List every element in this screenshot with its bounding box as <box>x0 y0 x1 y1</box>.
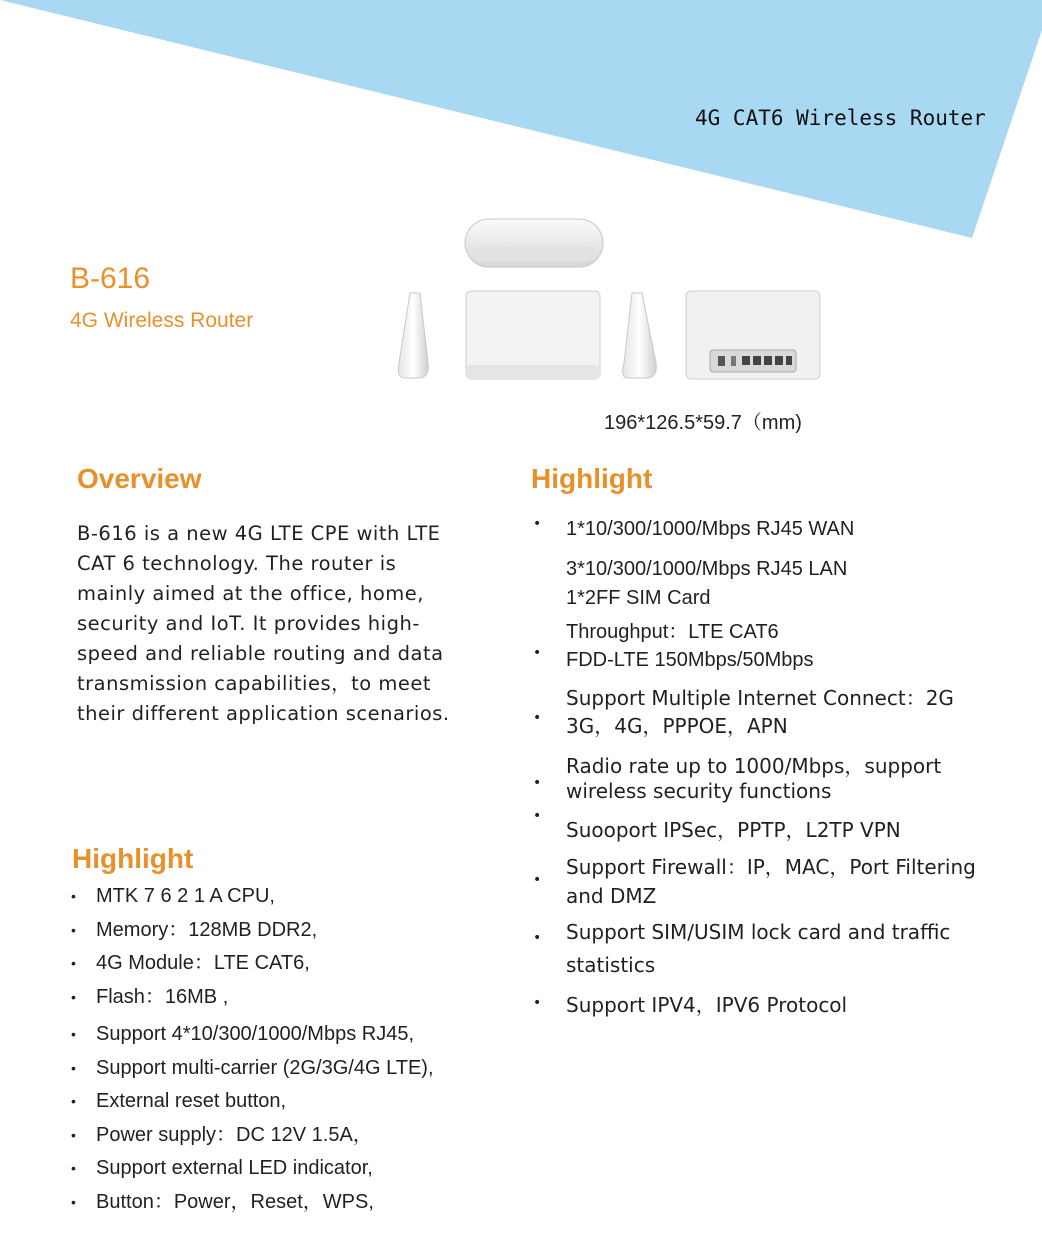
list-item: • MTK 7 6 2 1 A CPU, <box>68 881 508 915</box>
product-dimensions: 196*126.5*59.7（mm) <box>604 412 802 434</box>
list-item: • Flash：16MB , <box>68 982 508 1016</box>
bullet-icon: • <box>71 1193 76 1210</box>
header-title: 4G CAT6 Wireless Router <box>695 106 986 130</box>
highlight-right-line: 1*10/300/1000/Mbps RJ45 WAN <box>566 518 855 540</box>
overview-line: security and IoT. It provides high- <box>77 612 420 635</box>
overview-line: mainly aimed at the office, home, <box>77 582 424 605</box>
product-model: B-616 <box>70 262 151 295</box>
overview-line: CAT 6 technology. The router is <box>77 552 397 575</box>
bullet-icon: • <box>71 1160 76 1176</box>
highlight-right-line: Suooport IPSec，PPTP，L2TP VPN <box>566 818 901 842</box>
highlight-right-line: Support Multiple Internet Connect：2G <box>566 686 954 710</box>
highlight-right-line: 3*10/300/1000/Mbps RJ45 LAN <box>566 558 848 580</box>
product-subtitle: 4G Wireless Router <box>70 309 254 332</box>
highlight-right-line: statistics <box>566 953 656 977</box>
highlight-right-line: Support SIM/USIM lock card and traffic <box>566 920 951 944</box>
list-item: • Support 4*10/300/1000/Mbps RJ45, <box>68 1019 508 1053</box>
highlight-right-line: wireless security functions <box>566 779 832 803</box>
highlight-right-title: Highlight <box>531 463 653 494</box>
list-item: • External reset button, <box>68 1086 508 1120</box>
bullet-icon: • <box>533 930 542 946</box>
list-item: • Power supply：DC 12V 1.5A， <box>68 1120 508 1154</box>
highlight-left-title: Highlight <box>72 843 194 874</box>
highlight-right-line: and DMZ <box>566 884 657 908</box>
bullet-icon: • <box>71 1093 76 1109</box>
list-item: • 4G Module：LTE CAT6, <box>68 948 508 982</box>
bullet-icon: • <box>533 645 542 661</box>
overview-title: Overview <box>77 463 202 494</box>
bullet-icon: • <box>533 808 542 824</box>
list-item: • Button：Power，Reset，WPS, <box>68 1187 508 1221</box>
bullet-icon: • <box>533 872 542 888</box>
bullet-icon: • <box>533 995 542 1011</box>
bullet-icon: • <box>533 710 542 726</box>
highlight-right-line: 3G，4G，PPPOE，APN <box>566 714 788 738</box>
overview-line: transmission capabilities，to meet <box>77 672 432 695</box>
highlight-right-line: 1*2FF SIM Card <box>566 587 711 609</box>
list-item: • Support external LED indicator, <box>68 1153 508 1187</box>
highlight-right-line: Radio rate up to 1000/Mbps，support <box>566 754 942 778</box>
bullet-icon: • <box>71 888 76 904</box>
bullet-icon: • <box>71 921 76 938</box>
highlight-right-line: Throughput：LTE CAT6 <box>566 621 779 643</box>
highlight-right-line: Support IPV4，IPV6 Protocol <box>566 993 848 1017</box>
bullet-icon: • <box>533 775 542 791</box>
bullet-icon: • <box>71 1059 76 1076</box>
bullet-icon: • <box>71 988 76 1005</box>
highlight-right-line: FDD-LTE 150Mbps/50Mbps <box>566 649 814 671</box>
overview-line: speed and reliable routing and data <box>77 642 444 665</box>
overview-line: their different application scenarios. <box>77 702 450 725</box>
bullet-icon: • <box>71 1126 76 1143</box>
list-item: • Memory：128MB DDR2, <box>68 915 508 949</box>
highlight-left-list <box>68 881 508 1220</box>
list-item: • Support multi-carrier (2G/3G/4G LTE), <box>68 1053 508 1087</box>
highlight-right-line: Support Firewall：IP，MAC，Port Filtering <box>566 855 976 879</box>
bullet-icon: • <box>533 516 542 532</box>
router-product-image <box>370 205 840 405</box>
overview-paragraph <box>77 519 517 729</box>
overview-line: B-616 is a new 4G LTE CPE with LTE <box>77 522 441 545</box>
bullet-icon: • <box>71 955 76 971</box>
router-side-view-right <box>623 293 657 378</box>
bullet-icon: • <box>71 1026 76 1042</box>
router-side-view-left <box>398 293 428 378</box>
